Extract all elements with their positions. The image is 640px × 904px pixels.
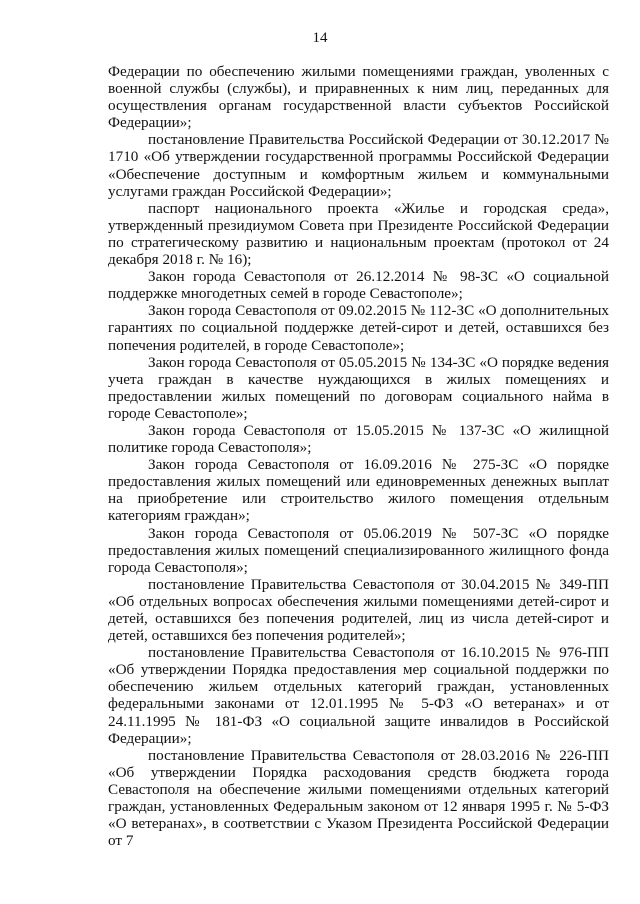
paragraph: паспорт национального проекта «Жилье и городская среда», утвержденный президиумом Совета при Президенте Российской Федерации по стратегическому развитию и национальным проектам (протокол от 24 декабря 2018 г. № 16); — [108, 199, 609, 269]
paragraph: постановление Правительства Севастополя от 28.03.2016 № 226-ПП «Об утверждении Порядка расходования средств бюджета города Севастополя на обеспечение жилыми помещениями отдельных категорий граждан, установленных Федеральным законом от 12 января 1995 г. № 5-ФЗ «О ветеранах», в соответствии с Указом Президента Российской Федерации от 7 — [108, 746, 609, 850]
paragraph: постановление Правительства Севастополя от 16.10.2015 № 976-ПП «Об утверждении Порядка предоставления мер социальной поддержки по обеспечению жильем отдельных категорий граждан, установленных федеральными законами от 12.01.1995 № 5-ФЗ «О ветеранах» и от 24.11.1995 № 181-ФЗ «О социальной защите инвалидов в Российской Федерации»; — [108, 644, 609, 747]
paragraph: постановление Правительства Севастополя от 30.04.2015 № 349-ПП «Об отдельных вопросах обеспечения жилыми помещениями детей-сирот и детей, оставшихся без попечения родителей, лиц из числа детей-сирот и детей, оставшихся без попечения родителей»; — [108, 575, 609, 645]
page-number: 14 — [312, 30, 328, 46]
paragraph: постановление Правительства Российской Федерации от 30.12.2017 № 1710 «Об утверждении государственной программы Российской Федерации «Обеспечение доступным и комфортным жильем и коммунальными услугами граждан Российской Федерации»; — [108, 131, 609, 200]
paragraph: Закон города Севастополя от 09.02.2015 № 112-ЗС «О дополнительных гарантиях по социальной поддержке детей-сирот и детей, оставшихся без попечения родителей, в городе Севастополе»; — [108, 302, 609, 354]
document-body — [108, 63, 609, 849]
paragraph: Закон города Севастополя от 05.06.2019 № 507-ЗС «О порядке предоставления жилых помещений специализированного жилищного фонда города Севастополя»; — [108, 524, 609, 576]
paragraph: Закон города Севастополя от 05.05.2015 № 134-ЗС «О порядке ведения учета граждан в качестве нуждающихся в жилых помещениях и предоставлении жилых помещений по договорам социального найма в городе Севастополе»; — [108, 353, 609, 422]
paragraph: Федерации по обеспечению жилыми помещениями граждан, уволенных с военной службы (службы), и приравненных к ним лиц, переданных для осуществления органам государственной власти субъектов Российской Федерации»; — [108, 63, 609, 132]
paragraph: Закон города Севастополя от 16.09.2016 № 275-ЗС «О порядке предоставления жилых помещений или единовременных денежных выплат на приобретение или строительство жилого помещения отдельным категориям граждан»; — [108, 456, 609, 525]
paragraph: Закон города Севастополя от 15.05.2015 № 137-ЗС «О жилищной политике города Севастополя»; — [108, 421, 609, 457]
paragraph: Закон города Севастополя от 26.12.2014 № 98-ЗС «О социальной поддержке многодетных семей в городе Севастополе»; — [108, 268, 609, 303]
